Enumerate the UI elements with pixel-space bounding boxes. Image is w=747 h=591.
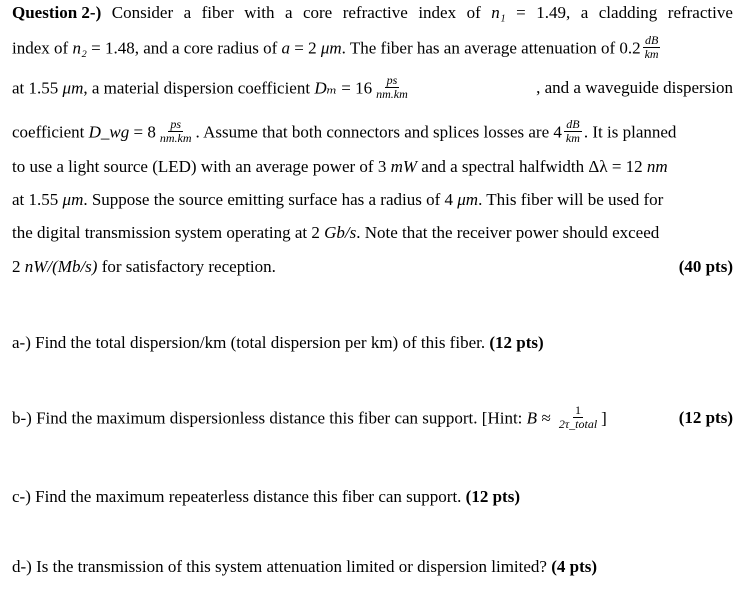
line1-word: refractive bbox=[667, 3, 733, 22]
question-line-8: 2 nW/(Mb/s) for satisfactory reception. (40 pts) bbox=[12, 257, 733, 276]
question-line-2: index of n₂ = 1.48, and a core radius of a = 2 μm. The fiber has an average attenuation of 0.2 $\frac{dB}{km}$ bbox=[12, 33, 659, 61]
part-c: c-) Find the maximum repeaterless distance this fiber can support. (12 pts) bbox=[12, 487, 520, 506]
db-per-km-fraction: $\frac{dB}{km}$ bbox=[644, 33, 659, 61]
part-b: b-) Find the maximum dispersionless distance this fiber can support. [Hint: B ≈ $\frac{1}{\text{2τ\_total}}$ ] (12 pts) bbox=[12, 403, 733, 431]
line1-word: cladding bbox=[598, 3, 658, 22]
line1-word: of bbox=[466, 3, 481, 22]
line1-word: a bbox=[580, 3, 589, 22]
question-line-4: coefficient D_wg = 8 $\frac{ps}{nm.km}$ . Assume that both connectors and splices losses are 4 $\frac{dB}{km}$ . It is planned bbox=[12, 117, 677, 145]
question-line-7: the digital transmission system operating at 2 Gb/s. Note that the receiver power should exceed bbox=[12, 223, 660, 242]
part-a: a-) Find the total dispersion/km (total dispersion per km) of this fiber. (12 pts) bbox=[12, 333, 544, 352]
line1-word: = bbox=[516, 3, 526, 22]
line1-word: a bbox=[284, 3, 293, 22]
db-per-km-fraction-2: $\frac{dB}{km}$ bbox=[565, 117, 580, 145]
line1-word: n₁ bbox=[491, 3, 506, 22]
line1-word: refractive bbox=[342, 3, 408, 22]
line1-word: core bbox=[302, 3, 333, 22]
line1-word: 1.49, bbox=[536, 3, 571, 22]
line1-word: with bbox=[244, 3, 275, 22]
line1-word: a bbox=[183, 3, 192, 22]
question-line-5: to use a light source (LED) with an average power of 3 mW and a spectral halfwidth Δλ = 12 nm bbox=[12, 157, 668, 176]
ps-per-nmkm-fraction: $\frac{ps}{nm.km}$ bbox=[376, 73, 408, 101]
total-points: (40 pts) bbox=[678, 257, 733, 276]
line1-word: Question 2-) bbox=[12, 3, 102, 22]
line1-word: fiber bbox=[201, 3, 234, 22]
line1-word: index bbox=[418, 3, 457, 22]
ps-per-nmkm-fraction-2: $\frac{ps}{nm.km}$ bbox=[159, 117, 192, 145]
question-line-6: at 1.55 μm. Suppose the source emitting surface has a radius of 4 μm. This fiber will be used for bbox=[12, 190, 664, 209]
part-d: d-) Is the transmission of this system attenuation limited or dispersion limited? (4 pts) bbox=[12, 557, 598, 576]
line1-word: Consider bbox=[111, 3, 174, 22]
question-line-3: at 1.55 μm, a material dispersion coefficient Dₘ = 16 $\frac{ps}{nm.km}$ , and a waveguide dispersion bbox=[12, 73, 733, 101]
question-line-1 bbox=[12, 2, 733, 24]
bitrate-hint-fraction: $\frac{1}{\text{2τ\_total}}$ bbox=[558, 403, 598, 431]
